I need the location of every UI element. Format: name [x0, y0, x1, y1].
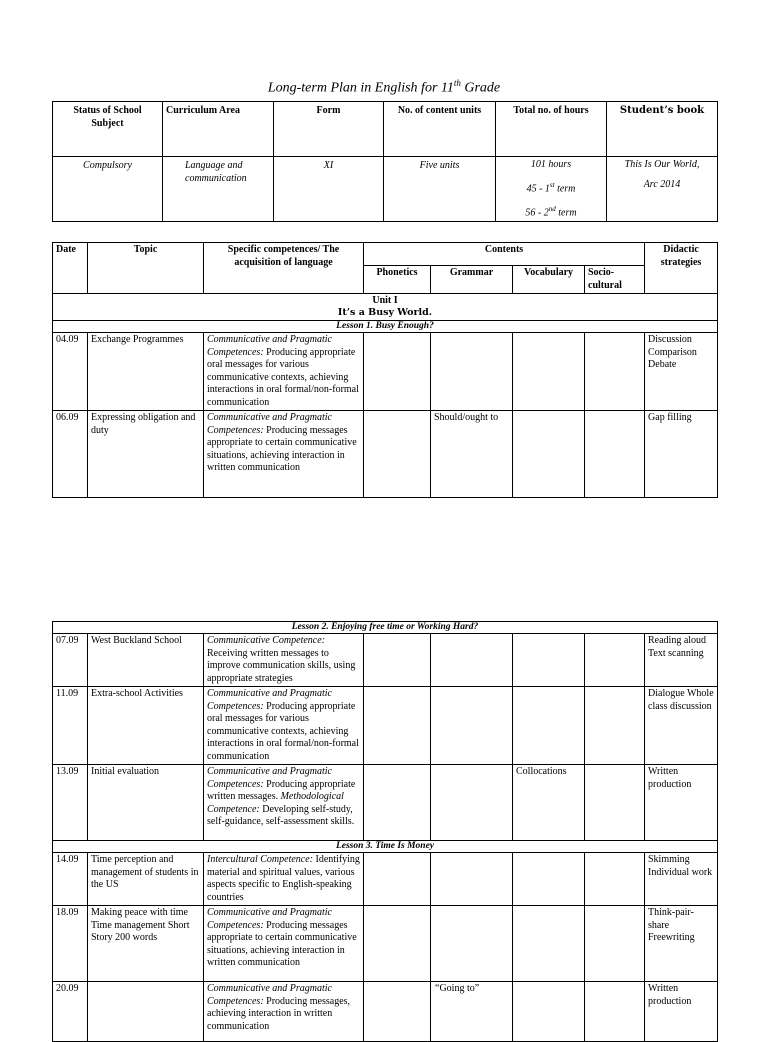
summary-header-cell: Total no. of hours: [496, 102, 607, 157]
plan-table-part2: [52, 621, 718, 1042]
header-grammar: Grammar: [431, 266, 513, 294]
status-value: Compulsory: [53, 157, 163, 222]
hours-term2: 56 - 2nd term: [525, 205, 577, 219]
summary-header-cell: Curriculum Area: [163, 102, 274, 157]
table-row: [53, 853, 718, 906]
row-vocabulary: [513, 853, 585, 906]
table-row: [53, 765, 718, 841]
row-phonetics: [364, 634, 431, 687]
plan-table-part1: [52, 242, 718, 498]
row-vocabulary: [513, 687, 585, 765]
table-row: [53, 906, 718, 982]
book-edition: Arc 2014: [643, 179, 681, 190]
row-strategies: Think-pair-share Freewriting: [645, 906, 718, 982]
row-topic: West Buckland School: [88, 634, 204, 687]
header-contents: Contents: [364, 243, 645, 266]
table-row: [53, 982, 718, 1042]
row-topic: Initial evaluation: [88, 765, 204, 841]
lesson-title: Lesson 1. Busy Enough?: [53, 321, 718, 333]
row-vocabulary: [513, 982, 585, 1042]
header-vocabulary: Vocabulary: [513, 266, 585, 294]
row-competences: Communicative and Pragmatic Competences: Producing messages appropriate to certain communicative situations, achieving interaction in written communication: [204, 411, 364, 498]
lesson-title: Lesson 3. Time Is Money: [53, 841, 718, 853]
row-grammar: [431, 333, 513, 411]
row-topic: Expressing obligation and duty: [88, 411, 204, 498]
row-competences: Intercultural Competence: Identifying material and spiritual values, various aspects specific to English-speaking countries: [204, 853, 364, 906]
header-date: Date: [53, 243, 88, 294]
hours-value: [496, 157, 607, 222]
row-date: 14.09: [53, 853, 88, 906]
hours-term1: 45 - 1st term: [526, 181, 576, 195]
unit-title: It’s a Busy World.: [337, 307, 433, 318]
row-phonetics: [364, 411, 431, 498]
book-value: [607, 157, 718, 222]
summary-header-row: [53, 102, 718, 157]
row-date: 13.09: [53, 765, 88, 841]
table-row: [53, 333, 718, 411]
row-topic: Time perception and management of students in the US: [88, 853, 204, 906]
row-competences: Communicative Competence: Receiving written messages to improve communication skills, using appropriate strategies: [204, 634, 364, 687]
lesson-title: Lesson 2. Enjoying free time or Working Hard?: [53, 622, 718, 634]
row-strategies: Skimming Individual work: [645, 853, 718, 906]
row-competences: Communicative and Pragmatic Competences: Producing appropriate oral messages for various communicative contexts, achieving interactions in oral formal/non-formal communication: [204, 333, 364, 411]
summary-header-cell: No. of content units: [384, 102, 496, 157]
area-value: Language and communication: [163, 157, 274, 222]
row-vocabulary: Collocations: [513, 765, 585, 841]
lesson-row: [53, 841, 718, 853]
hours-total: 101 hours: [530, 159, 572, 170]
header-phonetics: Phonetics: [364, 266, 431, 294]
form-value: XI: [274, 157, 384, 222]
row-date: 06.09: [53, 411, 88, 498]
row-date: 18.09: [53, 906, 88, 982]
row-socio: [585, 333, 645, 411]
row-socio: [585, 906, 645, 982]
row-strategies: Gap filling: [645, 411, 718, 498]
row-grammar: [431, 906, 513, 982]
unit-row: [53, 294, 718, 321]
row-date: 11.09: [53, 687, 88, 765]
summary-header-cell: Student’s book: [607, 102, 718, 157]
row-strategies: Reading aloud Text scanning: [645, 634, 718, 687]
summary-header-cell: Status of School Subject: [53, 102, 163, 157]
row-strategies: Written production: [645, 765, 718, 841]
row-phonetics: [364, 906, 431, 982]
row-socio: [585, 982, 645, 1042]
row-grammar: “Going to”: [431, 982, 513, 1042]
row-phonetics: [364, 687, 431, 765]
row-vocabulary: [513, 634, 585, 687]
header-competences: Specific competences/ The acquisition of language: [204, 243, 364, 294]
row-competences: Communicative and Pragmatic Competences: Producing appropriate oral messages for various communicative contexts, achieving interactions in oral formal/non-formal communication: [204, 687, 364, 765]
row-date: 20.09: [53, 982, 88, 1042]
row-phonetics: [364, 853, 431, 906]
row-vocabulary: [513, 411, 585, 498]
row-phonetics: [364, 982, 431, 1042]
row-topic: Exchange Programmes: [88, 333, 204, 411]
document-title: Long-term Plan in English for 11th Grade: [267, 78, 501, 96]
row-socio: [585, 634, 645, 687]
header-didactic: Didactic strategies: [645, 243, 718, 294]
row-topic: [88, 982, 204, 1042]
row-socio: [585, 765, 645, 841]
table-row: [53, 634, 718, 687]
table-row: [53, 411, 718, 498]
row-grammar: [431, 765, 513, 841]
lesson-row: [53, 622, 718, 634]
table-row: [53, 687, 718, 765]
row-grammar: Should/ought to: [431, 411, 513, 498]
row-phonetics: [364, 333, 431, 411]
row-topic: Making peace with time Time management Short Story 200 words: [88, 906, 204, 982]
row-strategies: Discussion Comparison Debate: [645, 333, 718, 411]
plan-header-row: [53, 243, 718, 266]
book-title: This Is Our World,: [624, 159, 700, 170]
summary-value-row: [53, 157, 718, 222]
header-socio: Socio-cultural: [585, 266, 645, 294]
row-vocabulary: [513, 333, 585, 411]
row-competences: Communicative and Pragmatic Competences: Producing messages appropriate to certain communicative situations, achieving interaction in written communication: [204, 906, 364, 982]
row-socio: [585, 687, 645, 765]
row-grammar: [431, 634, 513, 687]
row-strategies: Dialogue Whole class discussion: [645, 687, 718, 765]
row-date: 04.09: [53, 333, 88, 411]
row-vocabulary: [513, 906, 585, 982]
row-grammar: [431, 853, 513, 906]
row-date: 07.09: [53, 634, 88, 687]
row-competences: Communicative and Pragmatic Competences: Producing appropriate written messages. Methodological Competence: Developing self-study, self-guidance, self-assessment skills.: [204, 765, 364, 841]
header-topic: Topic: [88, 243, 204, 294]
row-grammar: [431, 687, 513, 765]
row-socio: [585, 853, 645, 906]
units-value: Five units: [384, 157, 496, 222]
lesson-row: [53, 321, 718, 333]
row-socio: [585, 411, 645, 498]
row-strategies: Written production: [645, 982, 718, 1042]
summary-table: [52, 101, 718, 222]
row-phonetics: [364, 765, 431, 841]
row-topic: Extra-school Activities: [88, 687, 204, 765]
unit-label: Unit I: [372, 295, 398, 306]
row-competences: Communicative and Pragmatic Competences: Producing messages, achieving interaction in written communication: [204, 982, 364, 1042]
summary-header-cell: Form: [274, 102, 384, 157]
